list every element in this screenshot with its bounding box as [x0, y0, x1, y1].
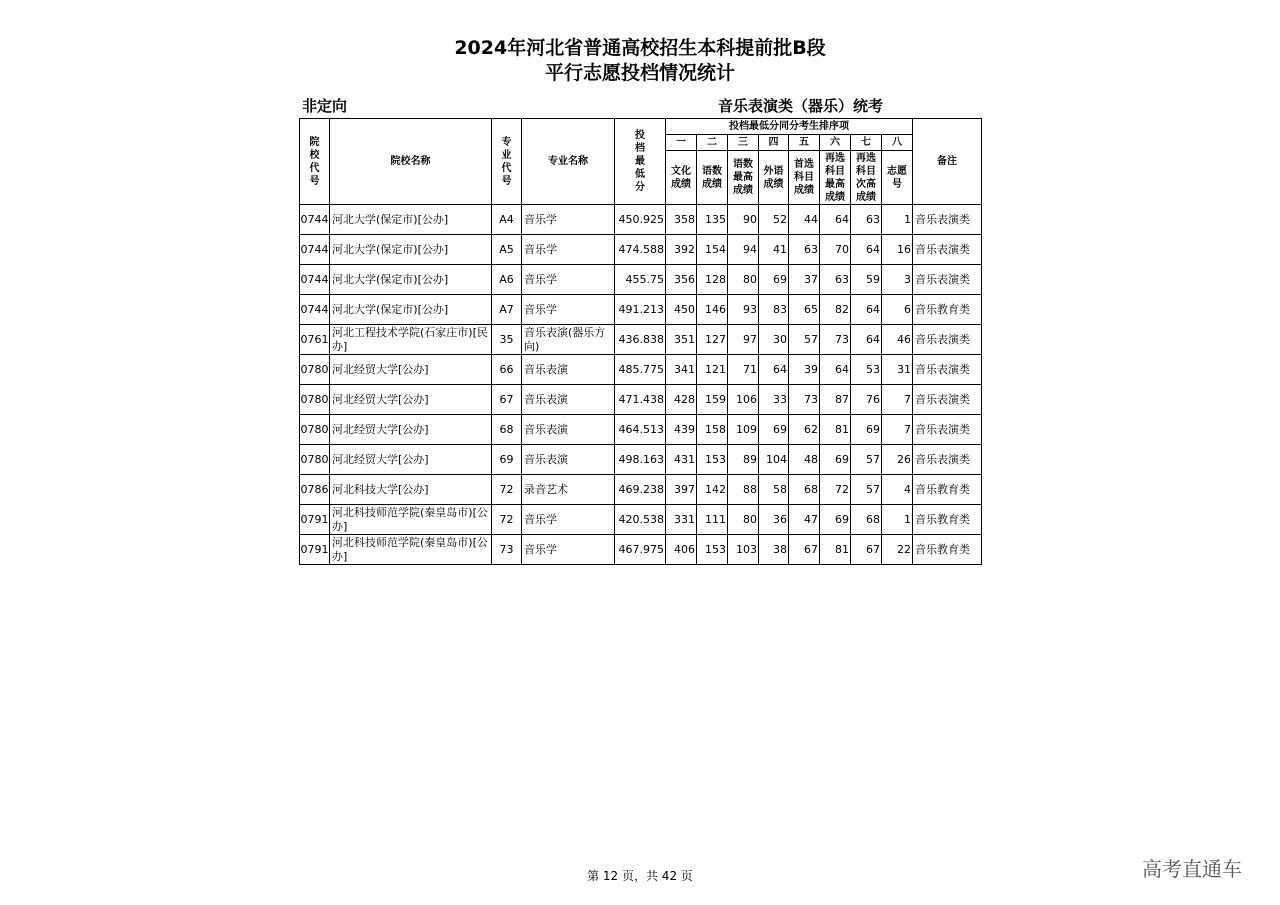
cell-culture-score: 397	[666, 475, 697, 505]
cell-chinese-math-score: 146	[697, 295, 728, 325]
cell-first-subject: 39	[789, 355, 820, 385]
header-foreign-language: 外语成绩	[759, 151, 789, 205]
cell-remarks: 音乐表演类	[913, 235, 982, 265]
cell-culture-score: 341	[666, 355, 697, 385]
cell-choice-number: 7	[882, 385, 913, 415]
cell-chinese-math-score: 142	[697, 475, 728, 505]
cell-school-name: 河北经贸大学[公办]	[330, 415, 492, 445]
cell-major-code: A4	[492, 205, 522, 235]
cell-school-name: 河北科技师范学院(秦皇岛市)[公办]	[330, 535, 492, 565]
header-numeral-4: 四	[759, 135, 789, 151]
table-row	[300, 505, 982, 535]
header-min-score: 投档最低分	[615, 119, 666, 205]
cell-remarks: 音乐表演类	[913, 325, 982, 355]
cell-reselect-max: 63	[820, 265, 851, 295]
cell-reselect-second: 69	[851, 415, 882, 445]
cell-min-score: 467.975	[615, 535, 666, 565]
cell-school-code: 0791	[300, 505, 330, 535]
page-footer: 第 12 页，共 42 页	[587, 869, 693, 883]
table-row	[300, 235, 982, 265]
cell-chinese-math-score: 158	[697, 415, 728, 445]
cell-major-code: 68	[492, 415, 522, 445]
cell-first-subject: 48	[789, 445, 820, 475]
cell-chinese-math-score: 153	[697, 535, 728, 565]
header-numeral-3: 三	[728, 135, 759, 151]
cell-remarks: 音乐表演类	[913, 445, 982, 475]
header-school-code: 院校代号	[300, 119, 330, 205]
cell-major-code: A5	[492, 235, 522, 265]
table-row	[300, 385, 982, 415]
cell-min-score: 464.513	[615, 415, 666, 445]
header-choice-number: 志愿号	[882, 151, 913, 205]
cell-chinese-math-score: 111	[697, 505, 728, 535]
cell-foreign-language: 104	[759, 445, 789, 475]
cell-major-code: A6	[492, 265, 522, 295]
cell-remarks: 音乐表演类	[913, 205, 982, 235]
cell-choice-number: 31	[882, 355, 913, 385]
cell-chinese-math-score: 121	[697, 355, 728, 385]
cell-reselect-second: 64	[851, 295, 882, 325]
cell-min-score: 436.838	[615, 325, 666, 355]
table-row	[300, 265, 982, 295]
cell-major-name: 音乐学	[522, 205, 615, 235]
cell-school-code: 0761	[300, 325, 330, 355]
cell-culture-score: 428	[666, 385, 697, 415]
cell-major-name: 音乐表演	[522, 445, 615, 475]
table-row	[300, 535, 982, 565]
cell-major-name: 音乐表演(器乐方向)	[522, 325, 615, 355]
cell-culture-score: 431	[666, 445, 697, 475]
header-major-code: 专业代号	[492, 119, 522, 205]
cell-first-subject: 67	[789, 535, 820, 565]
cell-major-code: 72	[492, 505, 522, 535]
cell-remarks: 音乐教育类	[913, 475, 982, 505]
table-row	[300, 475, 982, 505]
cell-culture-score: 392	[666, 235, 697, 265]
cell-first-subject: 44	[789, 205, 820, 235]
cell-school-code: 0780	[300, 385, 330, 415]
cell-foreign-language: 30	[759, 325, 789, 355]
cell-first-subject: 57	[789, 325, 820, 355]
header-chinese-math-score: 语数成绩	[697, 151, 728, 205]
cell-chinese-math-max: 103	[728, 535, 759, 565]
cell-chinese-math-max: 93	[728, 295, 759, 325]
cell-chinese-math-max: 80	[728, 265, 759, 295]
cell-first-subject: 73	[789, 385, 820, 415]
cell-school-code: 0744	[300, 235, 330, 265]
cell-school-name: 河北科技大学[公办]	[330, 475, 492, 505]
cell-foreign-language: 69	[759, 265, 789, 295]
cell-choice-number: 3	[882, 265, 913, 295]
cell-remarks: 音乐表演类	[913, 355, 982, 385]
cell-major-name: 音乐学	[522, 265, 615, 295]
cell-chinese-math-max: 80	[728, 505, 759, 535]
cell-major-code: 67	[492, 385, 522, 415]
cell-major-name: 音乐表演	[522, 355, 615, 385]
cell-first-subject: 47	[789, 505, 820, 535]
cell-foreign-language: 64	[759, 355, 789, 385]
table-header	[300, 119, 982, 205]
cell-major-name: 音乐学	[522, 505, 615, 535]
cell-foreign-language: 33	[759, 385, 789, 415]
cell-chinese-math-max: 88	[728, 475, 759, 505]
cell-reselect-second: 57	[851, 475, 882, 505]
cell-culture-score: 356	[666, 265, 697, 295]
cell-min-score: 474.588	[615, 235, 666, 265]
cell-first-subject: 68	[789, 475, 820, 505]
cell-choice-number: 1	[882, 205, 913, 235]
cell-chinese-math-max: 97	[728, 325, 759, 355]
cell-culture-score: 450	[666, 295, 697, 325]
header-chinese-math-max: 语数最高成绩	[728, 151, 759, 205]
header-numeral-8: 八	[882, 135, 913, 151]
cell-school-name: 河北科技师范学院(秦皇岛市)[公办]	[330, 505, 492, 535]
header-numeral-6: 六	[820, 135, 851, 151]
admission-table	[299, 118, 982, 565]
cell-school-code: 0780	[300, 355, 330, 385]
cell-major-code: A7	[492, 295, 522, 325]
cell-choice-number: 46	[882, 325, 913, 355]
cell-foreign-language: 36	[759, 505, 789, 535]
table-row	[300, 205, 982, 235]
cell-first-subject: 37	[789, 265, 820, 295]
cell-school-code: 0744	[300, 265, 330, 295]
table-row	[300, 355, 982, 385]
cell-foreign-language: 41	[759, 235, 789, 265]
cell-min-score: 471.438	[615, 385, 666, 415]
cell-school-name: 河北大学(保定市)[公办]	[330, 265, 492, 295]
cell-reselect-second: 68	[851, 505, 882, 535]
header-reselect-max: 再选科目最高成绩	[820, 151, 851, 205]
cell-min-score: 485.775	[615, 355, 666, 385]
cell-remarks: 音乐教育类	[913, 535, 982, 565]
cell-major-name: 音乐学	[522, 295, 615, 325]
cell-reselect-max: 70	[820, 235, 851, 265]
cell-culture-score: 439	[666, 415, 697, 445]
cell-choice-number: 1	[882, 505, 913, 535]
cell-school-code: 0744	[300, 295, 330, 325]
cell-school-code: 0791	[300, 535, 330, 565]
cell-reselect-max: 81	[820, 535, 851, 565]
cell-first-subject: 65	[789, 295, 820, 325]
cell-chinese-math-score: 128	[697, 265, 728, 295]
cell-major-name: 录音艺术	[522, 475, 615, 505]
cell-foreign-language: 83	[759, 295, 789, 325]
cell-choice-number: 4	[882, 475, 913, 505]
cell-culture-score: 358	[666, 205, 697, 235]
header-remarks: 备注	[913, 119, 982, 205]
cell-foreign-language: 38	[759, 535, 789, 565]
cell-school-name: 河北大学(保定市)[公办]	[330, 235, 492, 265]
cell-school-code: 0786	[300, 475, 330, 505]
cell-reselect-max: 64	[820, 355, 851, 385]
cell-major-code: 69	[492, 445, 522, 475]
cell-choice-number: 26	[882, 445, 913, 475]
page-title-line-2: 平行志愿投档情况统计	[544, 62, 735, 84]
table-row	[300, 295, 982, 325]
cell-reselect-second: 59	[851, 265, 882, 295]
cell-foreign-language: 52	[759, 205, 789, 235]
cell-major-code: 72	[492, 475, 522, 505]
cell-foreign-language: 69	[759, 415, 789, 445]
cell-remarks: 音乐表演类	[913, 415, 982, 445]
table-row	[300, 325, 982, 355]
table-body	[300, 205, 982, 565]
cell-major-code: 73	[492, 535, 522, 565]
header-first-subject: 首选科目成绩	[789, 151, 820, 205]
cell-reselect-max: 82	[820, 295, 851, 325]
cell-school-name: 河北工程技术学院(石家庄市)[民办]	[330, 325, 492, 355]
cell-school-name: 河北大学(保定市)[公办]	[330, 205, 492, 235]
cell-reselect-second: 64	[851, 235, 882, 265]
page-title-line-1: 2024年河北省普通高校招生本科提前批B段	[454, 37, 826, 59]
cell-reselect-second: 53	[851, 355, 882, 385]
cell-min-score: 420.538	[615, 505, 666, 535]
cell-school-code: 0744	[300, 205, 330, 235]
cell-reselect-second: 63	[851, 205, 882, 235]
header-numeral-2: 二	[697, 135, 728, 151]
cell-school-name: 河北经贸大学[公办]	[330, 445, 492, 475]
table-row	[300, 415, 982, 445]
header-school-name: 院校名称	[330, 119, 492, 205]
cell-chinese-math-score: 154	[697, 235, 728, 265]
cell-reselect-max: 81	[820, 415, 851, 445]
cell-chinese-math-max: 94	[728, 235, 759, 265]
header-numeral-1: 一	[666, 135, 697, 151]
cell-reselect-max: 64	[820, 205, 851, 235]
cell-chinese-math-max: 71	[728, 355, 759, 385]
cell-culture-score: 351	[666, 325, 697, 355]
cell-min-score: 455.75	[615, 265, 666, 295]
cell-chinese-math-max: 109	[728, 415, 759, 445]
cell-chinese-math-score: 159	[697, 385, 728, 415]
cell-first-subject: 63	[789, 235, 820, 265]
cell-major-name: 音乐表演	[522, 385, 615, 415]
cell-min-score: 450.925	[615, 205, 666, 235]
cell-school-code: 0780	[300, 415, 330, 445]
watermark: 高考直通车	[1142, 857, 1242, 881]
cell-reselect-second: 64	[851, 325, 882, 355]
cell-major-code: 66	[492, 355, 522, 385]
cell-reselect-second: 57	[851, 445, 882, 475]
header-numeral-7: 七	[851, 135, 882, 151]
cell-min-score: 498.163	[615, 445, 666, 475]
cell-choice-number: 7	[882, 415, 913, 445]
right-subheader: 音乐表演类（器乐）统考	[718, 97, 884, 115]
cell-chinese-math-score: 153	[697, 445, 728, 475]
cell-choice-number: 22	[882, 535, 913, 565]
cell-major-name: 音乐学	[522, 235, 615, 265]
cell-chinese-math-max: 106	[728, 385, 759, 415]
cell-reselect-max: 73	[820, 325, 851, 355]
cell-major-code: 35	[492, 325, 522, 355]
cell-chinese-math-max: 89	[728, 445, 759, 475]
cell-remarks: 音乐教育类	[913, 295, 982, 325]
cell-school-code: 0780	[300, 445, 330, 475]
cell-reselect-max: 69	[820, 505, 851, 535]
cell-major-name: 音乐表演	[522, 415, 615, 445]
cell-school-name: 河北大学(保定市)[公办]	[330, 295, 492, 325]
cell-major-name: 音乐学	[522, 535, 615, 565]
cell-min-score: 491.213	[615, 295, 666, 325]
header-numeral-5: 五	[789, 135, 820, 151]
cell-min-score: 469.238	[615, 475, 666, 505]
cell-chinese-math-score: 135	[697, 205, 728, 235]
cell-choice-number: 16	[882, 235, 913, 265]
cell-school-name: 河北经贸大学[公办]	[330, 355, 492, 385]
header-tiebreak-group: 投档最低分同分考生排序项	[666, 119, 913, 135]
cell-chinese-math-max: 90	[728, 205, 759, 235]
cell-reselect-max: 69	[820, 445, 851, 475]
cell-remarks: 音乐表演类	[913, 265, 982, 295]
cell-remarks: 音乐教育类	[913, 505, 982, 535]
cell-reselect-second: 67	[851, 535, 882, 565]
cell-choice-number: 6	[882, 295, 913, 325]
cell-remarks: 音乐表演类	[913, 385, 982, 415]
cell-foreign-language: 58	[759, 475, 789, 505]
header-reselect-second: 再选科目次高成绩	[851, 151, 882, 205]
cell-reselect-second: 76	[851, 385, 882, 415]
cell-chinese-math-score: 127	[697, 325, 728, 355]
cell-reselect-max: 72	[820, 475, 851, 505]
left-subheader: 非定向	[302, 97, 348, 115]
cell-culture-score: 331	[666, 505, 697, 535]
cell-school-name: 河北经贸大学[公办]	[330, 385, 492, 415]
cell-reselect-max: 87	[820, 385, 851, 415]
cell-culture-score: 406	[666, 535, 697, 565]
header-major-name: 专业名称	[522, 119, 615, 205]
table-row	[300, 445, 982, 475]
cell-first-subject: 62	[789, 415, 820, 445]
header-culture-score: 文化成绩	[666, 151, 697, 205]
